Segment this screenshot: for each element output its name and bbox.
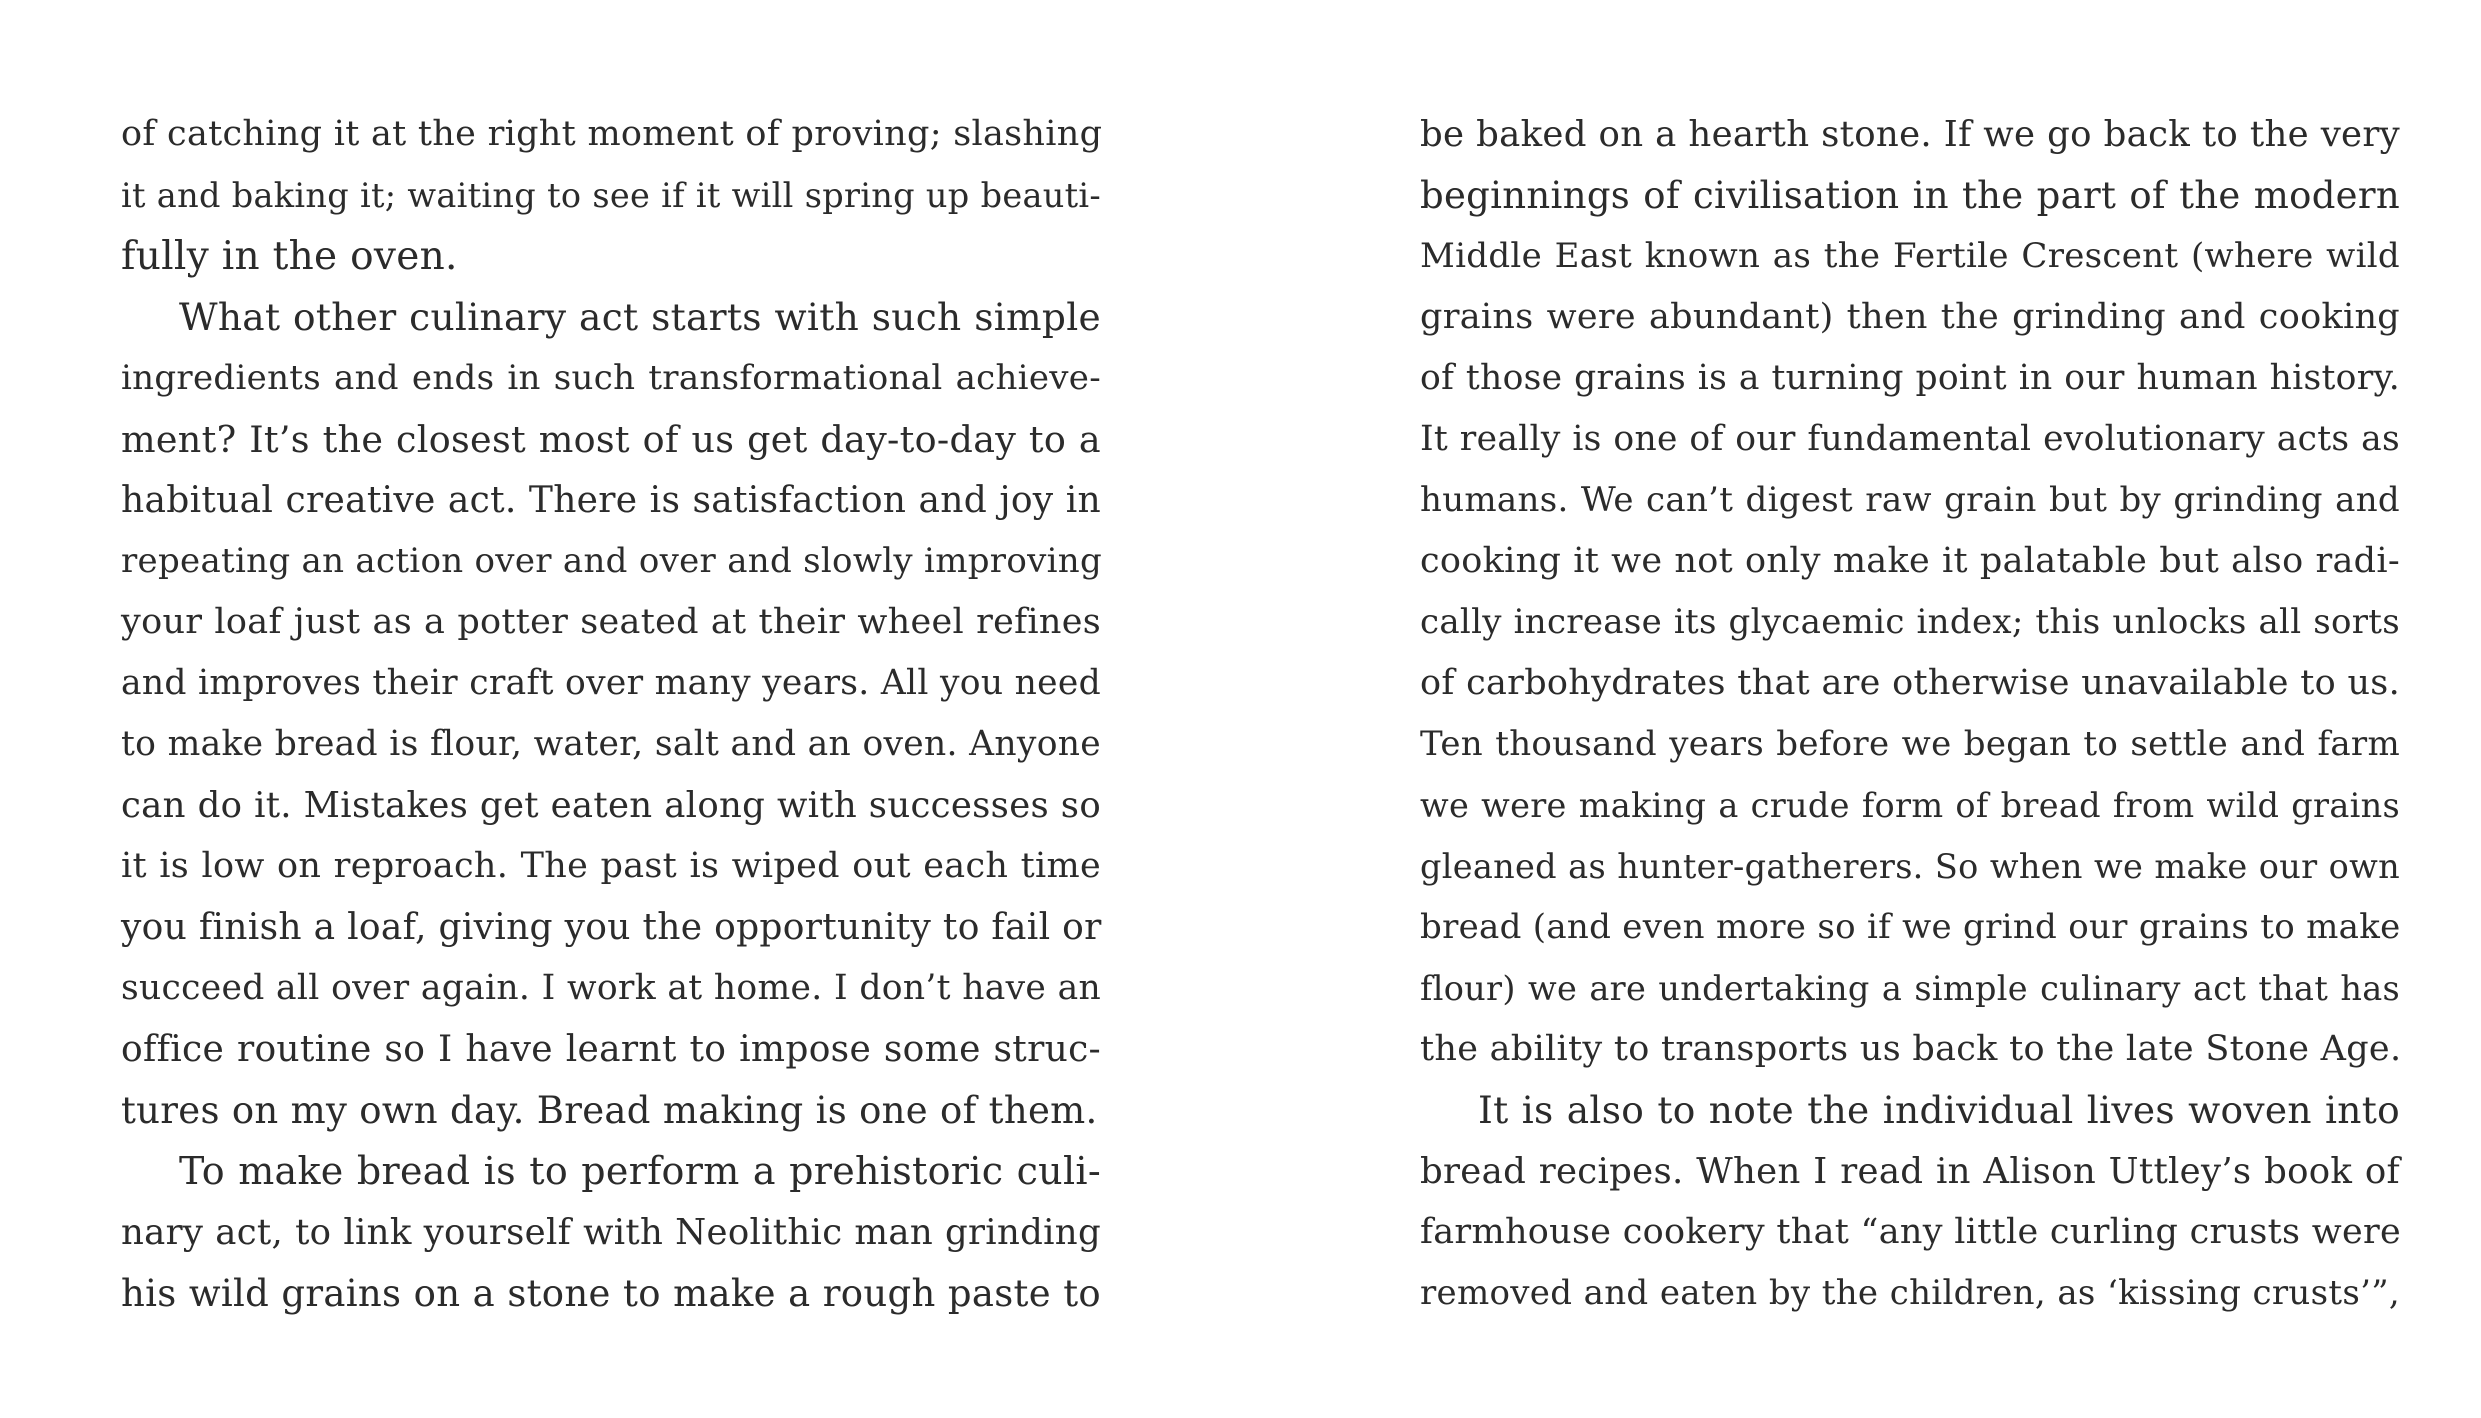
text-line: To make bread is to perform a prehistoric culi- (179, 1149, 1101, 1193)
text-line: tures on my own day. Bread making is one of them. (121, 1089, 1098, 1132)
text-line: habitual creative act. There is satisfaction and joy in (121, 480, 1101, 521)
text-line: removed and eaten by the children, as ‘kissing crusts’”, (1420, 1273, 2400, 1313)
text-line: cooking it we not only make it palatable but also radi- (1420, 541, 2400, 581)
text-line: fully in the oven. (121, 234, 458, 279)
text-line: bread (and even more so if we grind our grains to make (1420, 907, 2401, 947)
text-line: flour) we are undertaking a simple culinary act that has (1420, 969, 2400, 1008)
text-line: and improves their craft over many years. All you need (121, 663, 1101, 703)
right-page (1420, 104, 2400, 1324)
text-line: of catching it at the right moment of proving; slashing (121, 114, 1103, 154)
text-line: your loaf just as a potter seated at their wheel refines (121, 602, 1101, 642)
text-line: humans. We can’t digest raw grain but by grinding and (1420, 480, 2400, 520)
text-line: of carbohydrates that are otherwise unavailable to us. (1420, 663, 2400, 703)
text-line: to make bread is flour, water, salt and an oven. Anyone (121, 724, 1101, 764)
text-line: it and baking it; waiting to see if it will spring up beauti- (121, 176, 1101, 215)
text-line: it is low on reproach. The past is wiped out each time (121, 846, 1101, 886)
text-line: ingredients and ends in such transformational achieve- (121, 358, 1101, 398)
text-line: What other culinary act starts with such simple (179, 295, 1101, 339)
text-line: his wild grains on a stone to make a rough paste to (121, 1272, 1101, 1315)
text-line: can do it. Mistakes get eaten along with successes so (121, 785, 1101, 826)
text-line: ment? It’s the closest most of us get day-to-day to a (121, 418, 1101, 461)
text-line: repeating an action over and over and slowly improving (121, 541, 1103, 581)
text-line: you finish a loaf, giving you the opportunity to fail or (121, 907, 1102, 948)
text-line: the ability to transports us back to the late Stone Age. (1420, 1029, 2402, 1069)
text-line: gleaned as hunter-gatherers. So when we make our own (1420, 847, 2400, 886)
text-line: nary act, to link yourself with Neolithic man grinding (121, 1212, 1101, 1253)
text-line: we were making a crude form of bread from wild grains (1420, 786, 2400, 825)
text-line: of those grains is a turning point in our human history. (1420, 358, 2400, 398)
text-line: farmhouse cookery that “any little curling crusts were (1420, 1212, 2402, 1252)
left-page (121, 104, 1101, 1324)
text-line: It really is one of our fundamental evolutionary acts as (1420, 419, 2400, 459)
text-line: Middle East known as the Fertile Crescent (where wild (1420, 236, 2400, 276)
text-line: cally increase its glycaemic index; this unlocks all sorts (1420, 602, 2400, 642)
text-line: be baked on a hearth stone. If we go back to the very (1420, 114, 2400, 155)
text-line: office routine so I have learnt to impose some struc- (121, 1029, 1101, 1070)
text-line: It is also to note the individual lives woven into (1478, 1088, 2400, 1132)
text-line: Ten thousand years before we began to settle and farm (1420, 724, 2400, 764)
text-line: grains were abundant) then the grinding and cooking (1420, 297, 2400, 337)
text-line: beginnings of civilisation in the part of the modern (1420, 174, 2400, 217)
text-line: succeed all over again. I work at home. I don’t have an (121, 968, 1101, 1008)
text-line: bread recipes. When I read in Alison Uttley’s book of (1420, 1151, 2400, 1192)
